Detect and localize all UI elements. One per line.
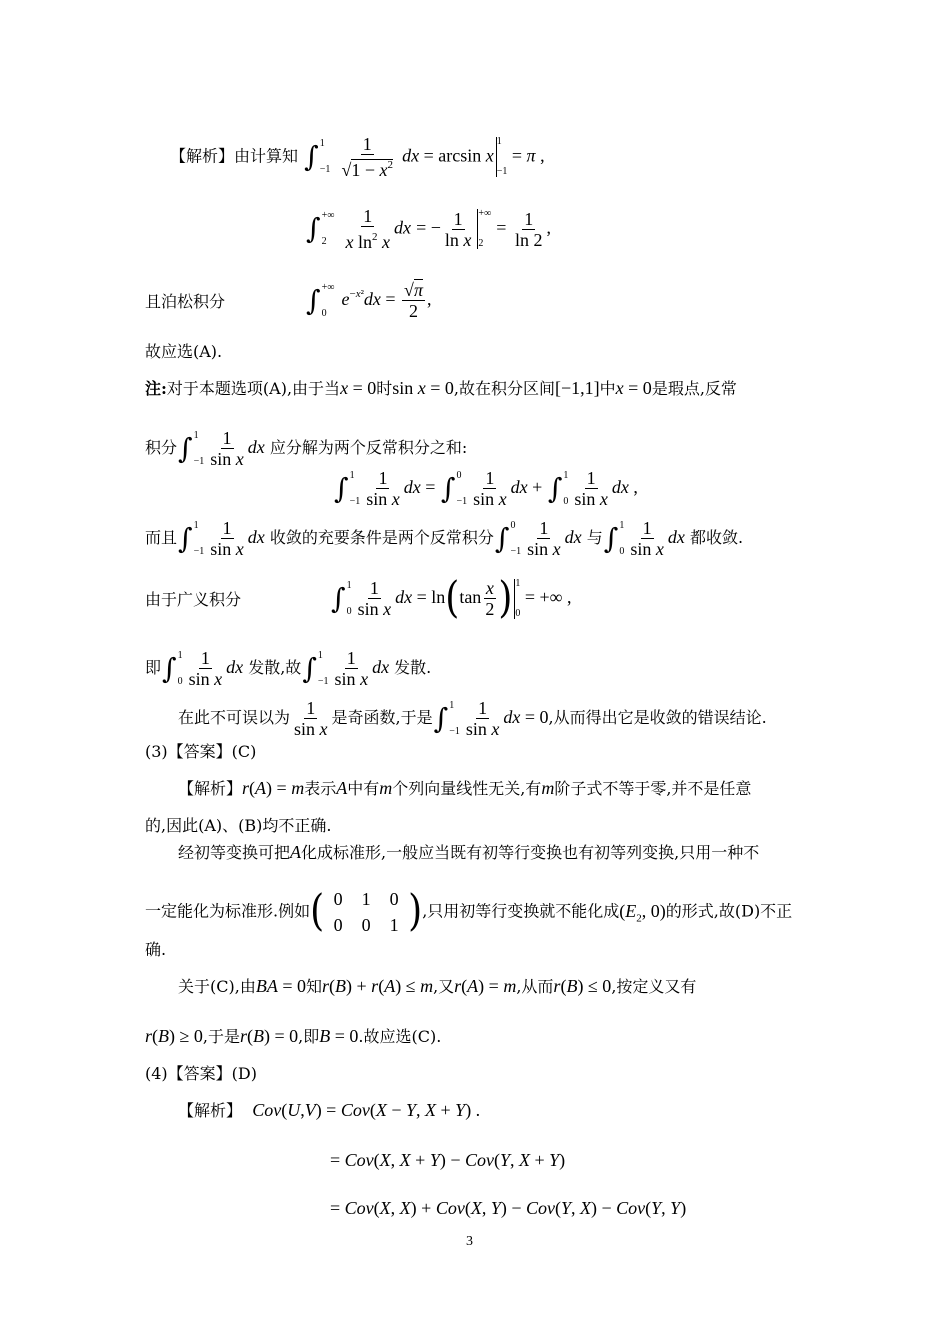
text: 由计算知 (234, 146, 299, 166)
q3-head: (3)【答案】(C) (145, 742, 257, 761)
analysis-tag: 【解析】 (170, 146, 235, 166)
fraction: $\frac{1}{√1 - x^2}$ (341, 134, 393, 180)
solution-line-1: 【解析】由计算知 ∫ 1 −1 $\frac{1}{√1 - x^2}$ dx = arcsin x 1 −1 = π , (170, 134, 545, 180)
choose-a: 故应选(A). (145, 342, 223, 361)
poisson-line: 且泊松积分 (145, 292, 226, 311)
formula-line-2: ∫ +∞ 2 $\frac{1}{x \ln^2 x}$ dx = − $\frac{1}{\text{ln x}}$ +∞ 2 = $\frac{1}{\ln 2}$ , (306, 206, 551, 252)
integral-sign: ∫ (304, 140, 319, 173)
q4-head: (4)【答案】(D) (145, 1064, 257, 1083)
page-number: 3 (466, 1234, 473, 1249)
note-line: 注:对于本题选项(A),由于当x = 0时sin x = 0,故在积分区间[−1,1]中x = 0是瑕点,反常 (145, 378, 737, 398)
